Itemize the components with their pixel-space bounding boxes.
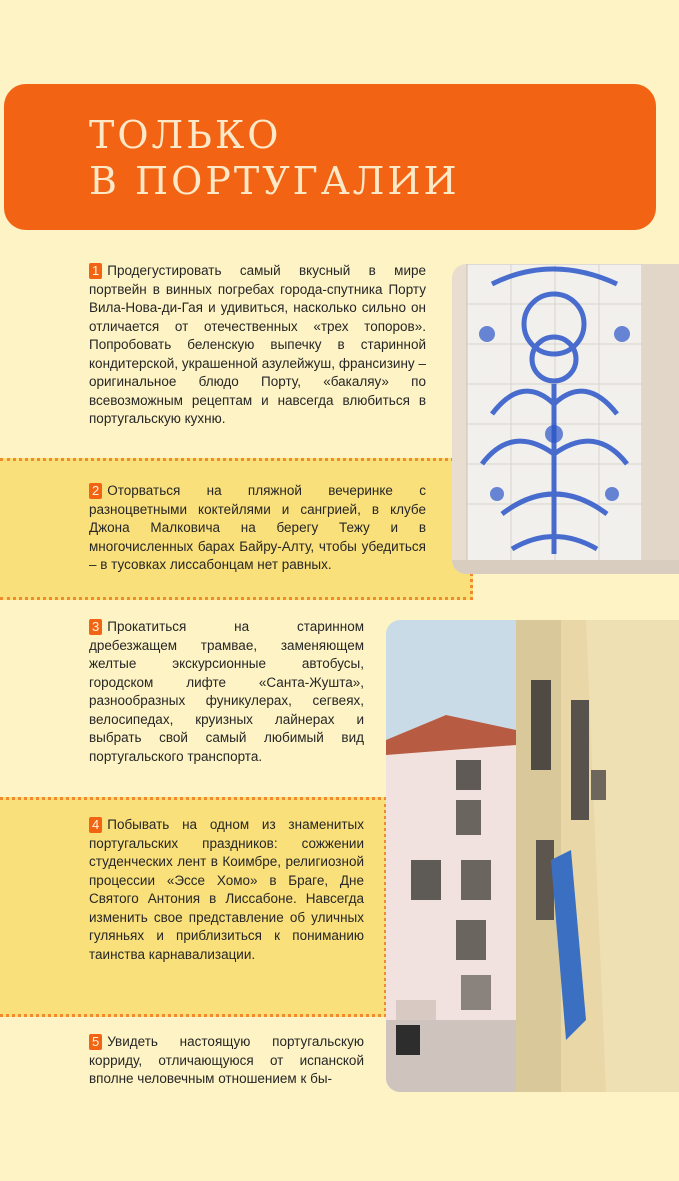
- item-2: [89, 482, 426, 575]
- item-1: [89, 262, 426, 429]
- item-number-5: 5: [89, 1034, 102, 1050]
- item-number-2: 2: [89, 483, 102, 499]
- item-4: [89, 816, 364, 964]
- title-line-2: В ПОРТУГАЛИИ: [89, 159, 460, 203]
- item-5: [89, 1033, 364, 1089]
- item-number-1: 1: [89, 263, 102, 279]
- title-banner: [4, 84, 656, 230]
- title-line-1: ТОЛЬКО: [89, 113, 282, 157]
- item-3: [89, 618, 364, 766]
- item-number-4: 4: [89, 817, 102, 833]
- item-text-1: Продегустировать самый вкусный в мире портвейн в винных погребах города-спутника Порту Вила-Нова-ди-Гая и удивиться, насколько сильно он отличается от отечественных «трех топоров». Попробовать беленскую выпечку в старинной кондитерской, украшенной азулейжуш, франсизину – оригинальное блюдо Порту, «бакаляу» по всевозможным рецептам и навсегда влюбиться в португальскую кухню.: [89, 263, 426, 426]
- item-text-2: Оторваться на пляжной вечеринке с разноцветными коктейлями и сангрией, в клубе Джона Малковича на берегу Тежу и в многочисленных барах Байру-Алту, чтобы убедиться – в тусовках лиссабонцам нет равных.: [89, 483, 426, 572]
- lisbon-street-photo: [386, 620, 679, 1092]
- azulejo-tiles-photo: [452, 264, 679, 574]
- item-text-4: Побывать на одном из знаменитых португальских праздников: сожжении студенческих лент в Коимбре, религиозной процессии «Эссе Хомо» в Браге, Дне Святого Антония в Лиссабоне. Навсегда изменить свое представление об уличных гуляньях и приблизиться к пониманию таинства карнавализации.: [89, 817, 364, 962]
- item-text-3: Прокатиться на старинном дребезжащем трамвае, заменяющем желтые экскурсионные автобусы, городском лифте «Санта-Жушта», разнообразных фуникулерах, сегвеях, велосипедах, круизных лайнерах и выбрать свой самый любимый вид португальского транспорта.: [89, 619, 364, 764]
- item-number-3: 3: [89, 619, 102, 635]
- item-text-5: Увидеть настоящую португальскую корриду, отличающуюся от испанской вполне человечным отношением к бы-: [89, 1034, 364, 1086]
